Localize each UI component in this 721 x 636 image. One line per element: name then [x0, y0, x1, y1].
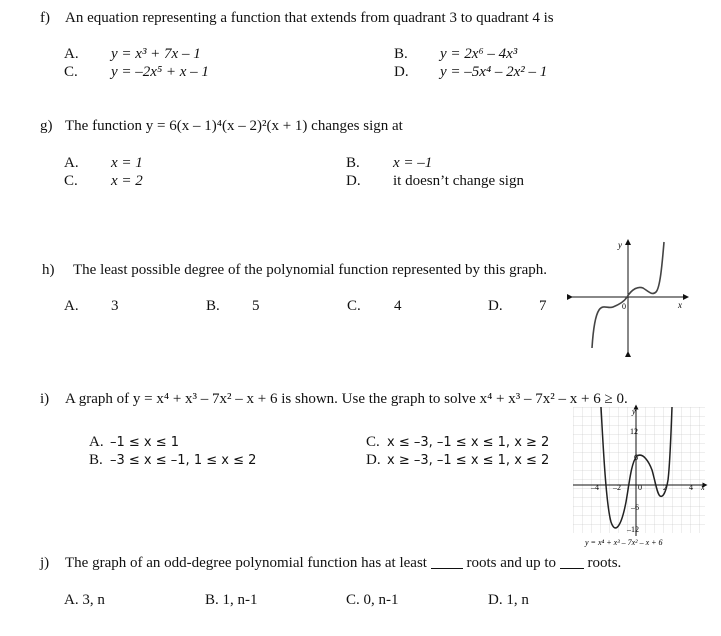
j-text-part-3: roots. [587, 555, 622, 571]
j-option-a-text: 3, n [82, 592, 105, 608]
h-option-a-letter: A. [64, 298, 79, 314]
g-option-c-letter: C. [64, 173, 78, 189]
i-option-d-text[interactable]: x ≥ –3, –1 ≤ x ≤ 1, x ≤ 2 [387, 453, 550, 468]
i-x-tick-0: 0 [638, 483, 642, 492]
h-polynomial-graph [566, 236, 690, 358]
i-y-tick-neg6: –6 [631, 503, 639, 512]
j-option-c[interactable] [346, 592, 399, 609]
question-j-number: j) [40, 555, 50, 571]
i-option-a-text[interactable]: –1 ≤ x ≤ 1 [110, 435, 180, 450]
i-option-b-letter: B. [89, 452, 103, 468]
i-option-d-letter: D. [366, 452, 381, 468]
i-x-tick-neg2: –2 [613, 483, 621, 492]
f-option-c-text[interactable]: y = –2x⁵ + x – 1 [111, 64, 209, 80]
i-grid [573, 407, 705, 533]
j-text-part-2: roots and up to [466, 555, 557, 571]
j-option-d-text: 1, n [506, 592, 529, 608]
g-option-d-text[interactable]: it doesn’t change sign [393, 173, 524, 189]
h-option-c-text[interactable]: 4 [394, 298, 402, 314]
g-option-a-text[interactable]: x = 1 [111, 155, 143, 171]
h-option-d-letter: D. [488, 298, 503, 314]
question-f-number: f) [40, 10, 50, 26]
h-option-c-letter: C. [347, 298, 361, 314]
j-option-a-letter: A. [64, 592, 79, 608]
g-option-a-letter: A. [64, 155, 79, 171]
i-polynomial-graph [571, 404, 709, 552]
i-y-tick-neg12: –12 [627, 525, 639, 534]
j-option-c-text: 0, n-1 [363, 592, 399, 608]
question-i-text: A graph of y = x⁴ + x³ – 7x² – x + 6 is shown. Use the graph to solve x⁴ + x³ – 7x² – x + 6 ≥ 0. [65, 391, 628, 407]
j-option-b-letter: B. [205, 592, 219, 608]
j-text-part-1: The graph of an odd-degree polynomial function has at least [65, 555, 427, 571]
question-g-text: The function y = 6(x – 1)⁴(x – 2)²(x + 1) changes sign at [65, 118, 403, 134]
i-x-tick-neg4: –4 [591, 483, 599, 492]
question-g-number: g) [40, 118, 53, 134]
h-option-a-text[interactable]: 3 [111, 298, 119, 314]
i-x-tick-2: 2 [663, 483, 667, 492]
question-i-number: i) [40, 391, 50, 407]
question-j-text [65, 555, 621, 572]
i-y-tick-12: 12 [630, 427, 638, 436]
i-option-a-letter: A. [89, 434, 104, 450]
f-option-b-letter: B. [394, 46, 408, 62]
g-option-d-letter: D. [346, 173, 361, 189]
i-option-c-text[interactable]: x ≤ –3, –1 ≤ x ≤ 1, x ≥ 2 [387, 435, 550, 450]
j-option-d-letter: D. [488, 592, 503, 608]
f-option-b-text[interactable]: y = 2x⁶ – 4x³ [440, 46, 518, 62]
j-option-b[interactable] [205, 592, 258, 609]
f-option-c-letter: C. [64, 64, 78, 80]
h-y-axis-label: y [618, 240, 622, 250]
i-y-axis-label: y [632, 407, 636, 416]
j-blank-2[interactable] [560, 556, 584, 569]
h-option-b-letter: B. [206, 298, 220, 314]
h-option-d-text[interactable]: 7 [539, 298, 547, 314]
g-option-b-letter: B. [346, 155, 360, 171]
h-x-axis-label: x [678, 300, 682, 310]
question-f-text: An equation representing a function that extends from quadrant 3 to quadrant 4 is [65, 10, 554, 26]
i-graph-caption: y = x⁴ + x³ – 7x² – x + 6 [585, 538, 663, 547]
g-option-b-text[interactable]: x = –1 [393, 155, 433, 171]
f-option-d-text[interactable]: y = –5x⁴ – 2x² – 1 [440, 64, 548, 80]
j-option-d[interactable] [488, 592, 529, 609]
j-blank-1[interactable] [431, 556, 463, 569]
question-h-text: The least possible degree of the polynomial function represented by this graph. [73, 262, 548, 278]
i-y-tick-6: 6 [634, 453, 638, 462]
i-x-axis-label: x [701, 483, 705, 492]
f-option-a-letter: A. [64, 46, 79, 62]
question-h-number: h) [42, 262, 55, 278]
i-option-b-text[interactable]: –3 ≤ x ≤ –1, 1 ≤ x ≤ 2 [110, 453, 257, 468]
j-option-c-letter: C. [346, 592, 360, 608]
f-option-a-text[interactable]: y = x³ + 7x – 1 [111, 46, 201, 62]
f-option-d-letter: D. [394, 64, 409, 80]
g-option-c-text[interactable]: x = 2 [111, 173, 143, 189]
h-origin-label: 0 [622, 302, 626, 311]
h-option-b-text[interactable]: 5 [252, 298, 260, 314]
i-x-tick-4: 4 [689, 483, 693, 492]
j-option-a[interactable] [64, 592, 105, 609]
i-option-c-letter: C. [366, 434, 380, 450]
j-option-b-text: 1, n-1 [222, 592, 258, 608]
